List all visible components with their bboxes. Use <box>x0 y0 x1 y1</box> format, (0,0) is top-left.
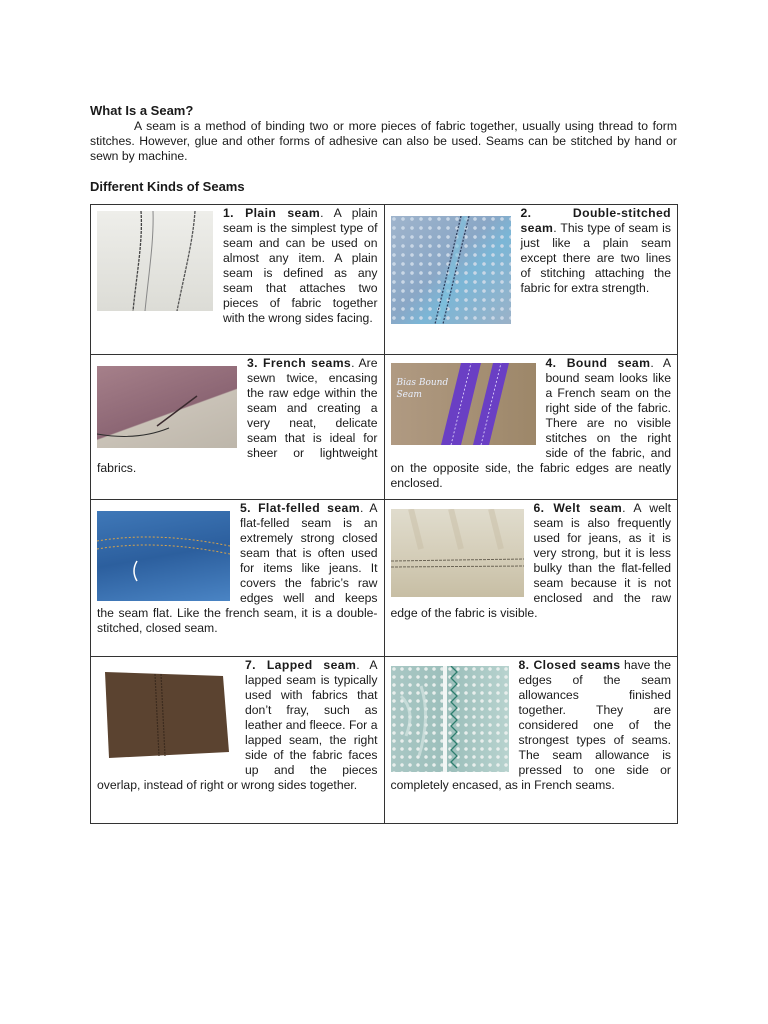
seam-cell-8 <box>384 657 678 824</box>
bound-seam-photo-caption: Bias Bound Seam <box>396 378 449 400</box>
seam-title: 2. Double-stitched seam <box>520 206 671 235</box>
double-stitched-seam-photo <box>391 216 511 324</box>
seam-description: . A bound seam looks like a French seam on the right side of the fabric. There are no visible stitches on the right side of the fabric, and on the opposite side, the fabric edges are neatly enclosed. <box>390 356 671 490</box>
seam-description: . A welt seam is also frequently used for jeans, as it is very strong, but it is less bulky than the flat-felled seam because it is not enclosed and the raw edge of the fabric is visible. <box>390 501 671 620</box>
seam-cell-2 <box>384 205 678 355</box>
seam-title: 8. Closed seams <box>518 658 621 672</box>
french-seam-photo <box>97 366 237 448</box>
seam-cell-5 <box>91 500 385 657</box>
seam-cell-6 <box>384 500 678 657</box>
seam-title: 4. Bound seam <box>545 356 651 370</box>
plain-seam-photo <box>97 211 213 311</box>
seam-description: . Are sewn twice, encasing the raw edge within the seam and creating a very neat, delicate seam that is ideal for sheer or lightweight fabrics. <box>97 356 378 475</box>
seam-cell-7 <box>91 657 385 824</box>
section-title: Different Kinds of Seams <box>90 179 245 194</box>
seam-description: . This type of seam is just like a plain seam except there are two lines of stitching attaching the fabric for extra strength. <box>520 221 671 295</box>
seams-table <box>90 204 678 824</box>
seam-title: 3. French seams <box>247 356 352 370</box>
seam-description: . A flat-felled seam is an extremely strong closed seam that is often used for items like jeans. It covers the fabric’s raw edges well and keeps the seam flat. Like the french seam, it is a double-stitched, closed seam. <box>97 501 378 635</box>
closed-seam-photo <box>391 666 509 772</box>
seam-title: 5. Flat-felled seam <box>240 501 360 515</box>
intro-paragraph: A seam is a method of binding two or more pieces of fabric together, usually using thread to form stitches. However, glue and other forms of adhesive can also be used. Seams can be stitched by hand or sewn by machine. <box>90 119 677 163</box>
seam-cell-3 <box>91 355 385 500</box>
seam-description: have the edges of the seam allowances finished together. They are considered one of the strongest types of seams. The seam allowance is pressed to one side or completely encased, as in French seams. <box>390 658 671 792</box>
seam-cell-1 <box>91 205 385 355</box>
lapped-seam-photo <box>97 666 235 764</box>
seam-description: . A lapped seam is typically used with fabrics that don’t fray, such as leather and fleece. For a lapped seam, the right side of the fabric faces up and the pieces overlap, instead of right or wrong sides together. <box>97 658 378 792</box>
bound-seam-photo <box>391 363 536 445</box>
seam-title: 7. Lapped seam <box>245 658 357 672</box>
welt-seam-photo <box>391 509 524 597</box>
seam-description: . A plain seam is the simplest type of seam and can be used on almost any item. A plain seam is defined as any seam that attaches two pieces of fabric together with the wrong sides facing. <box>223 206 378 325</box>
flat-felled-seam-photo <box>97 511 230 601</box>
page-title: What Is a Seam? <box>90 103 194 118</box>
seam-title: 1. Plain seam <box>223 206 321 220</box>
seam-title: 6. Welt seam <box>533 501 623 515</box>
seam-cell-4 <box>384 355 678 500</box>
